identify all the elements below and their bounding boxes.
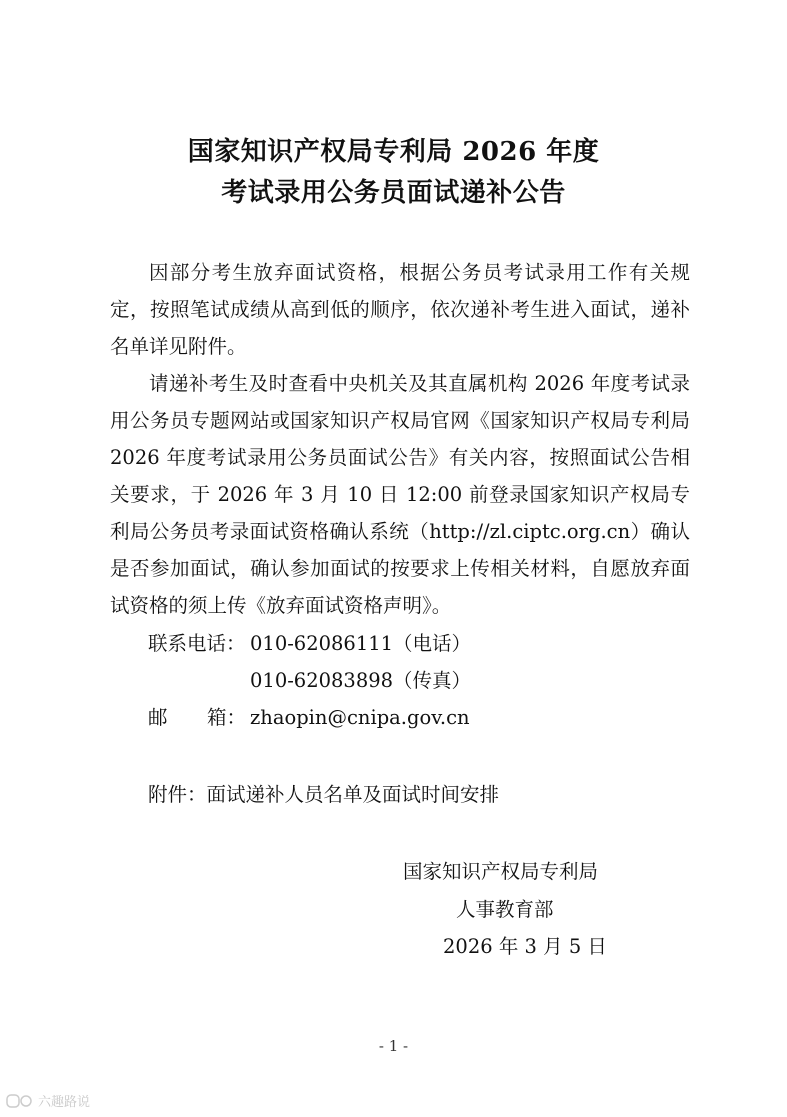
watermark-text: 六趣路说	[38, 1095, 91, 1110]
mail-label-char1: 邮	[148, 706, 168, 729]
mail-label-char2: 箱：	[206, 706, 246, 729]
notice-title-line1: 国家知识产权局专利局 2026 年度	[187, 137, 600, 167]
watermark	[6, 1091, 90, 1110]
attachment-line: 附件：面试递补人员名单及面试时间安排	[148, 783, 500, 806]
body-paragraph-2: 请递补考生及时查看中央机关及其直属机构 2026 年度考试录用公务员专题网站或国家知识产权局官网《国家知识产权局专利局 2026 年度考试录用公务员面试公告》有关内容，按照面试公告相关要求，于 2026 年 3 月 10 日 12:00 前登录国家知识产权局专利局公务员考录面试资格确认系统（http://zl.ciptc.org.cn）确认是否参加面试，确认参加面试的按要求上传相关材料，自愿放弃面试资格的须上传《放弃面试资格声明》。	[110, 372, 690, 617]
body-paragraph-1: 因部分考生放弃面试资格，根据公务员考试录用工作有关规定，按照笔试成绩从高到低的顺序，依次递补考生进入面试，递补名单详见附件。	[110, 261, 690, 358]
signature-dept: 人事教育部	[456, 898, 554, 921]
mail-label	[148, 699, 246, 736]
mail-address: zhaopin@cnipa.gov.cn	[250, 706, 470, 729]
phone-label: 联系电话：	[148, 632, 246, 655]
signature-date: 2026 年 3 月 5 日	[443, 935, 607, 958]
page-number: - 1 -	[378, 1037, 409, 1055]
watermark-logo-icon	[6, 1093, 34, 1109]
notice-title-line2: 考试录用公务员面试递补公告	[221, 178, 566, 208]
signature-org: 国家知识产权局专利局	[403, 860, 599, 883]
phone-number: 010-62086111（电话）	[250, 632, 472, 655]
fax-number: 010-62083898（传真）	[250, 669, 472, 692]
